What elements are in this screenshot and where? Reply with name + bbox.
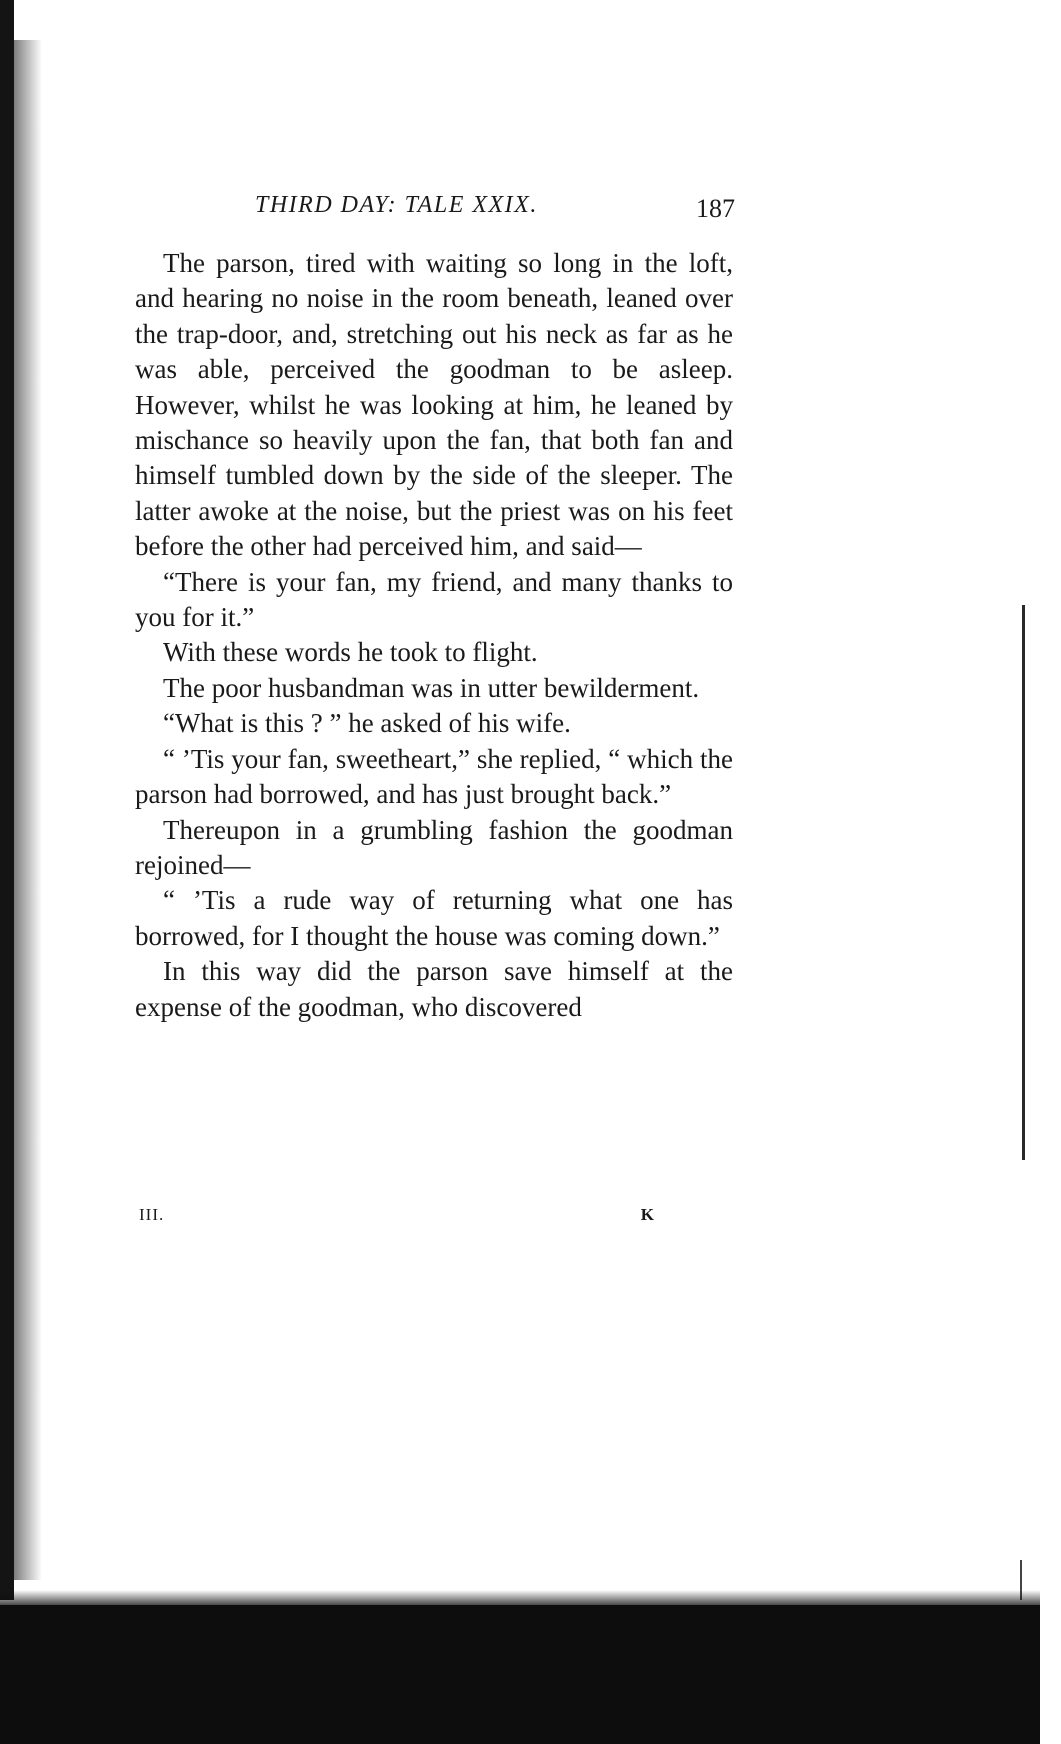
scan-shadow-bottom — [0, 1605, 1040, 1744]
running-title: THIRD DAY: TALE XXIX. — [255, 192, 538, 218]
page-number: 187 — [696, 194, 735, 223]
paragraph: With these words he took to flight. — [163, 637, 538, 668]
scan-edge-line-right — [1022, 605, 1025, 1160]
volume-mark: III. — [139, 1205, 165, 1224]
paragraph: “There is your fan, my friend, and many thanks to you for it.” — [135, 566, 733, 633]
paragraph: In this way did the parson save himself at the expense of the goodman, who discovered — [135, 956, 733, 1022]
scan-shadow-left — [0, 0, 14, 1600]
paragraph: “ ’Tis your fan, sweetheart,” she replied, “ which the parson had borrowed, and has just brought back.” — [135, 743, 733, 810]
body-text — [135, 246, 733, 1025]
paragraph: Thereupon in a grumbling fashion the goodman rejoined— — [135, 814, 733, 880]
paragraph: “ ’Tis a rude way of returning what one has borrowed, for I thought the house was coming down.” — [135, 885, 733, 951]
paragraph: The poor husbandman was in utter bewilderment. — [163, 672, 700, 703]
signature-line — [135, 1205, 655, 1235]
paragraph: “What is this ? ” he asked of his wife. — [163, 708, 571, 739]
paragraph: The parson, tired with waiting so long in the loft, and hearing no noise in the room beneath, leaned over the trap-door, and, stretching out his neck as far as he was able, perceived the goodman to be asleep. However, whilst he was looking at him, he leaned by mischance so heavily upon the fan, that both fan and himself tumbled down by the side of the sleeper. The latter awoke at the noise, but the priest was on his feet before the other had perceived him, and said— — [135, 248, 733, 562]
scan-shadow-left-fade — [14, 40, 42, 1580]
signature-mark: K — [640, 1205, 655, 1224]
running-head — [135, 192, 735, 232]
